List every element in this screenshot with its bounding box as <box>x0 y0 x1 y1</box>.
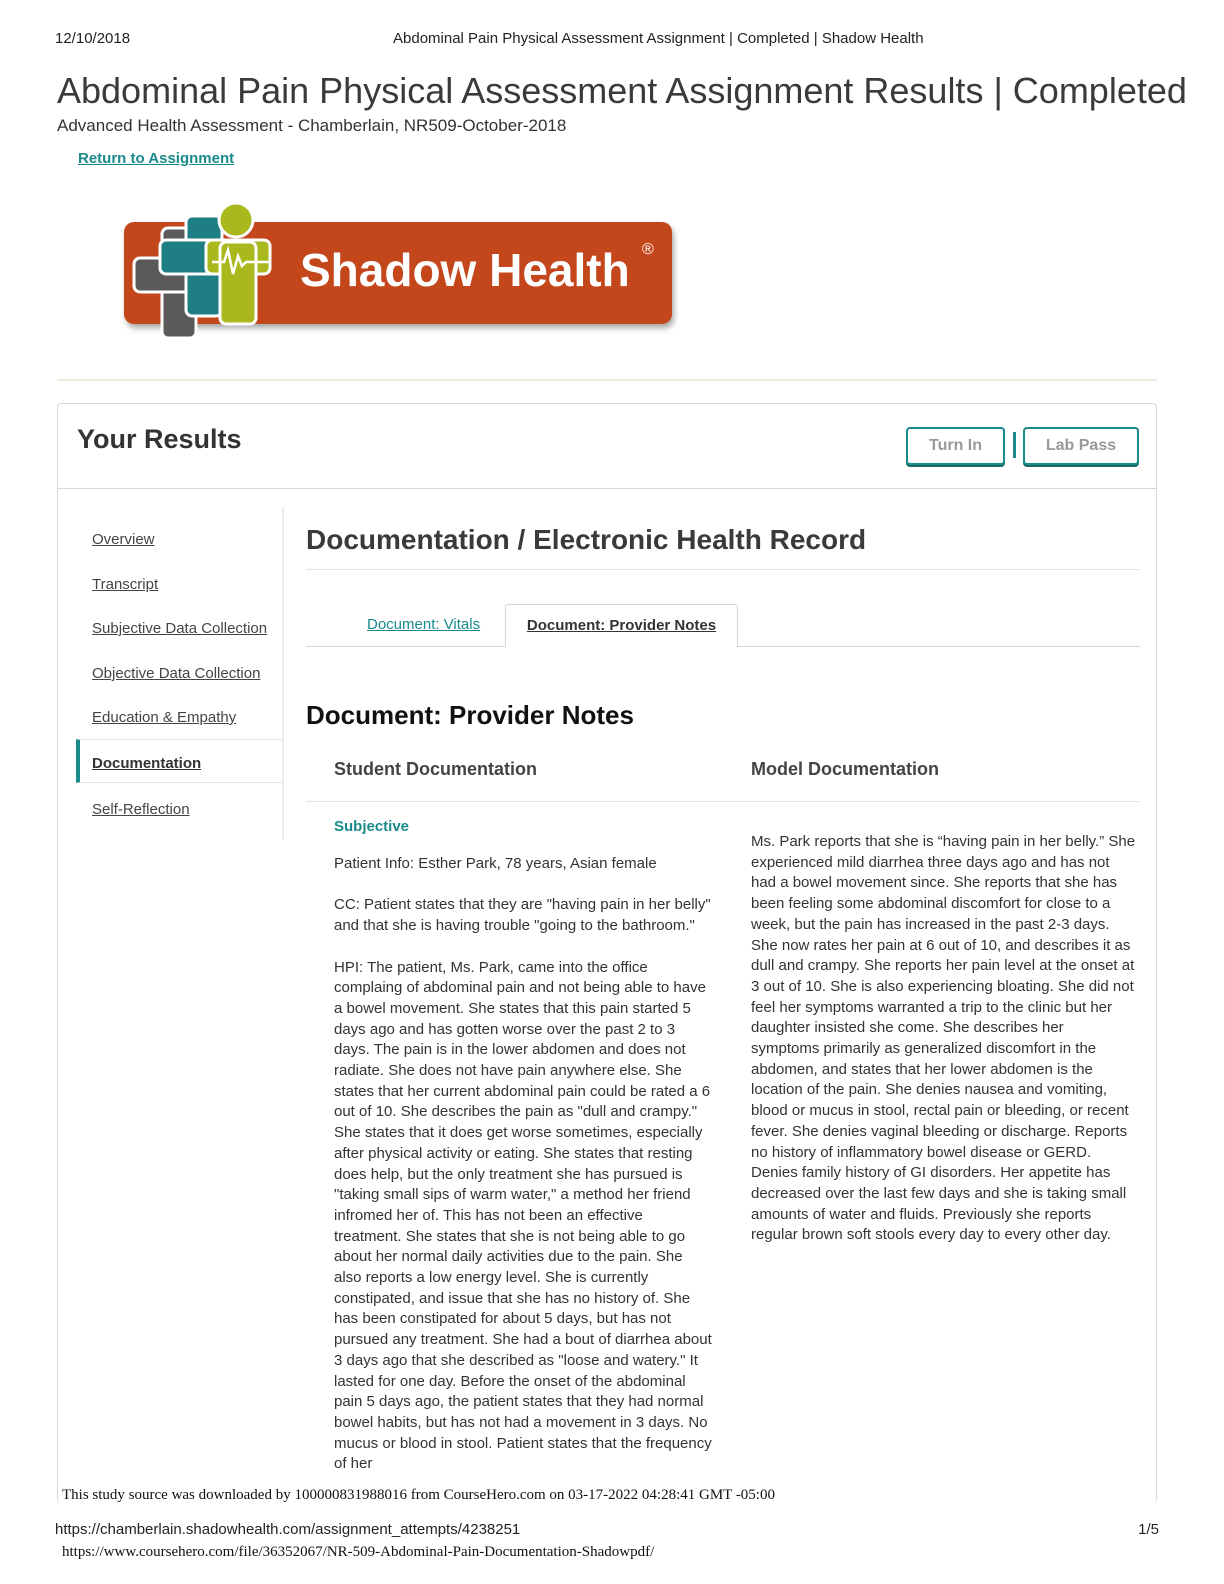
results-card <box>57 403 1157 1503</box>
course-subtitle: Advanced Health Assessment - Chamberlain, NR509-October-2018 <box>57 116 567 135</box>
logo-wordmark: Shadow Health <box>300 244 630 296</box>
results-title: Your Results <box>77 424 242 454</box>
print-footer-url: https://chamberlain.shadowhealth.com/assignment_attempts/4238251 <box>55 1521 521 1538</box>
nav-item-education-empathy[interactable]: Education & Empathy <box>92 709 237 726</box>
page-number: 1/5 <box>1138 1521 1159 1538</box>
provider-notes-heading: Document: Provider Notes <box>306 700 634 730</box>
nav-item-self-reflection[interactable]: Self-Reflection <box>92 801 190 818</box>
shadow-health-logo <box>120 198 680 348</box>
student-documentation-heading: Student Documentation <box>334 759 537 779</box>
nav-item-overview[interactable]: Overview <box>92 531 155 548</box>
header-divider <box>57 379 1157 381</box>
results-side-nav <box>76 507 284 840</box>
results-header <box>58 404 1156 489</box>
model-documentation-text: Ms. Park reports that she is “having pain in her belly.” She experienced mild diarrhea three days ago and has not had a bowel movement since. She reports that she has been feeling some abdominal discomfort for close to a week, but the pain has increased in the past 2-3 days. She now rates her pain at 6 out of 10, and describes it as dull and crampy. She reports her pain level at the onset at 3 out of 10. She is also experiencing bloating. She did not feel her symptoms warranted a trip to the clinic but her daughter insisted she come. She describes her symptoms primarily as generalized discomfort in the abdomen, and states that her lower abdomen is the location of the pain. She denies nausea and vomiting, blood or mucus in stool, rectal pain or bleeding, or recent fever. She denies vaginal bleeding or discharge. Reports no history of inflammatory bowel disease or GERD. Denies family history of GI disorders. Her appetite has decreased over the last few days and she is taking small amounts of water and fluids. Previously she reports regular brown soft stools every day to every other day. <box>751 833 1136 1244</box>
source-url: https://www.coursehero.com/file/36352067/NR-509-Abdominal-Pain-Documentation-Shadowpdf/ <box>62 1544 655 1560</box>
nav-item-subjective-data-collection[interactable]: Subjective Data Collection <box>92 620 268 637</box>
nav-item-transcript[interactable]: Transcript <box>92 576 159 593</box>
logo-registered-mark: ® <box>642 241 654 258</box>
print-date: 12/10/2018 <box>55 30 131 47</box>
lab-pass-button[interactable]: Lab Pass <box>1023 427 1139 465</box>
button-separator <box>1013 432 1016 458</box>
model-documentation-heading: Model Documentation <box>751 759 939 779</box>
student-documentation-text: Patient Info: Esther Park, 78 years, Asian female CC: Patient states that they are "having pain in her belly" and that she is having trouble "going to the bathroom." HPI: The patient, Ms. Park, came into the office complaing of abdominal pain and not being able to have a bowel movement. She states that this pain started 5 days ago and has gotten worse over the past 2 to 3 days. The pain is in the lower abdomen and does not radiate. She does not have pain anywhere else. She states that her current abdominal pain could be rated a 6 out of 10. She describes the pain as "dull and crampy." She states that it does get worse sometimes, especially after physical activity or eating. She states that resting does help, but the only treatment she has pursued is "taking small sips of warm water," a method her friend infromed her of. This has not been an effective treatment. She states that she is not being able to go about her normal daily activities due to the pain. She also reports a low energy level. She is currently constipated, and issue that she has no history of. She has been constipated for about 5 days, but has not pursued any treatment. She had a bout of diarrhea about 3 days ago that she described as "loose and watery." It lasted for one day. Before the onset of the abdominal pain 5 days ago, the patient states that they had normal bowel habits, but has not had a movement in 3 days. No mucus or blood in stool. Patient states that the frequency of her <box>334 855 712 1473</box>
heading-divider <box>306 569 1140 570</box>
return-to-assignment-link[interactable]: Return to Assignment <box>78 150 235 167</box>
print-doc-title: Abdominal Pain Physical Assessment Assignment | Completed | Shadow Health <box>393 30 924 47</box>
page-title: Abdominal Pain Physical Assessment Assignment Results | Completed <box>57 70 1187 111</box>
subjective-label: Subjective <box>334 818 410 835</box>
nav-item-objective-data-collection[interactable]: Objective Data Collection <box>92 665 261 682</box>
download-watermark: This study source was downloaded by 100000831988016 from CourseHero.com on 03-17-2022 04:28:41 GMT -05:00 <box>62 1487 775 1503</box>
tab-document-provider-notes[interactable]: Document: Provider Notes <box>505 604 738 648</box>
tab-document-vitals[interactable]: Document: Vitals <box>367 616 481 633</box>
columns-divider <box>306 801 1140 802</box>
documentation-heading: Documentation / Electronic Health Record <box>306 524 867 555</box>
print-header <box>55 30 1169 50</box>
turn-in-button[interactable]: Turn In <box>906 427 1005 465</box>
nav-item-documentation[interactable]: Documentation <box>92 755 202 772</box>
